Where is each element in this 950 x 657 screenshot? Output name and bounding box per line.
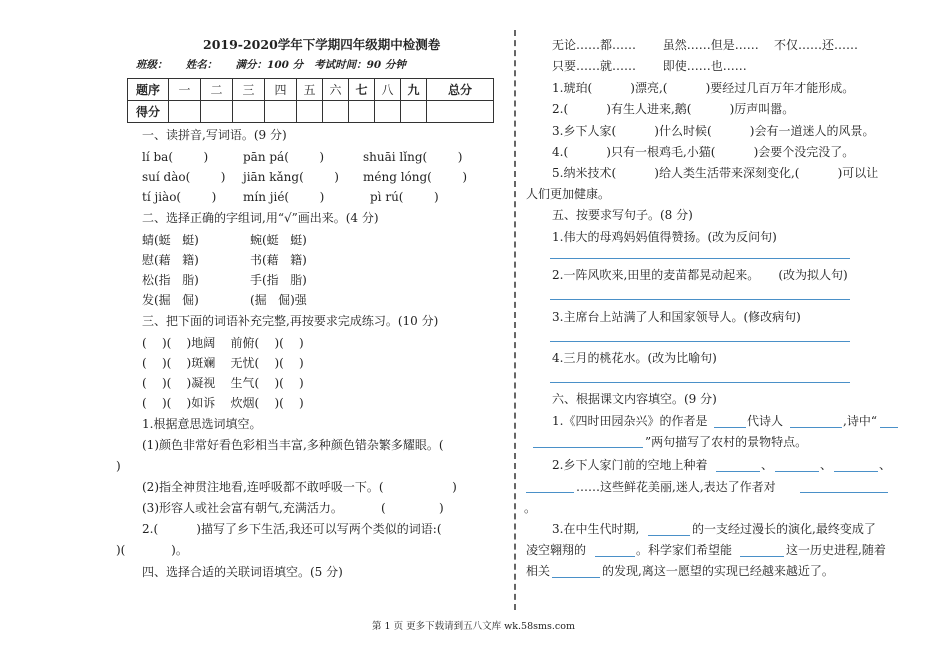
score-cell[interactable] <box>233 101 265 123</box>
answer-blank[interactable] <box>648 535 690 536</box>
answer-blank[interactable] <box>775 471 819 472</box>
table-cell: 五 <box>297 79 323 101</box>
page-title: 2019-2020学年下学期四年级期中检测卷 <box>203 37 441 52</box>
exam-meta: 班级： 姓名： 满分：100 分 考试时间：90 分钟 <box>136 59 406 71</box>
page-footer: 第 1 页 更多下载请到五八文库 wk.58sms.com <box>372 621 575 632</box>
answer-blank[interactable] <box>526 492 574 493</box>
fill-text: 、 <box>761 458 774 472</box>
answer-blank[interactable] <box>790 427 842 428</box>
conjunction-question: 3.乡下人家( )什么时候( )会有一道迷人的风景。 <box>552 124 875 138</box>
score-cell[interactable] <box>349 101 375 123</box>
conjunction-options: 无论……都…… 虽然……但是…… 不仅……还…… <box>552 38 858 52</box>
pinyin-item: suí dào( ) <box>142 170 226 184</box>
choice-item: 书(藉 籍) <box>250 253 307 267</box>
answer-line[interactable] <box>550 258 850 259</box>
answer-blank[interactable] <box>834 471 878 472</box>
question-2-end: )( )。 <box>116 543 188 557</box>
fill-text: 相关 <box>526 564 551 578</box>
idiom-row: ( )( )如诉 炊烟( )( ) <box>142 396 304 410</box>
conjunction-question-cont: 人们更加健康。 <box>526 187 611 201</box>
fill-text: ……这些鲜花美丽,迷人,表达了作者对 <box>576 480 776 494</box>
answer-blank[interactable] <box>595 556 635 557</box>
conjunction-question: 4.( )只有一根鸡毛,小猫( )会要个没完没了。 <box>552 145 855 159</box>
choice-item: 慰(藉 籍) <box>142 253 199 267</box>
section-1-title: 一、读拼音,写词语。(9 分) <box>142 128 287 142</box>
score-cell[interactable] <box>323 101 349 123</box>
answer-blank[interactable] <box>800 492 888 493</box>
rewrite-question: 1.伟大的母鸡妈妈值得赞扬。(改为反问句) <box>552 230 777 244</box>
choice-item: 蜻(蜓 蜓) <box>142 233 199 247</box>
question-2: 2.( )描写了乡下生活,我还可以写两个类似的词语:( <box>142 522 442 536</box>
table-row <box>128 101 494 123</box>
choice-item: 发(掘 倔) <box>142 293 199 307</box>
fill-text: 、 <box>879 458 892 472</box>
fill-text: ”两句描写了农村的景物特点。 <box>645 435 808 449</box>
section-2-title: 二、选择正确的字组词,用“√”画出来。(4 分) <box>142 211 379 225</box>
column-divider <box>514 30 516 610</box>
question-1a-end: ) <box>116 459 121 473</box>
section-6-title: 六、根据课文内容填空。(9 分) <box>552 392 717 406</box>
answer-blank[interactable] <box>716 471 760 472</box>
answer-line[interactable] <box>550 299 850 300</box>
score-cell[interactable] <box>265 101 297 123</box>
pinyin-item: pān pá( ) <box>243 150 325 164</box>
rewrite-question: 4.三月的桃花水。(改为比喻句) <box>552 351 717 365</box>
pinyin-item: shuāi lǐng( ) <box>363 150 463 164</box>
score-cell[interactable] <box>297 101 323 123</box>
answer-line[interactable] <box>550 382 850 383</box>
answer-blank[interactable] <box>552 577 600 578</box>
score-cell[interactable] <box>427 101 494 123</box>
score-cell[interactable] <box>375 101 401 123</box>
choice-item: (掘 倔)强 <box>250 293 307 307</box>
pinyin-item: lí ba( ) <box>142 150 209 164</box>
rewrite-question: 3.主席台上站满了人和国家领导人。(修改病句) <box>552 310 801 324</box>
answer-blank[interactable] <box>740 556 784 557</box>
section-5-title: 五、按要求写句子。(8 分) <box>552 208 693 222</box>
fill-text: 代诗人 <box>747 414 784 428</box>
fill-text: 2.乡下人家门前的空地上种着 <box>552 458 708 472</box>
table-cell: 题序 <box>128 79 169 101</box>
section-4-title: 四、选择合适的关联词语填空。(5 分) <box>142 565 343 579</box>
table-cell: 三 <box>233 79 265 101</box>
pinyin-item: méng lóng( ) <box>363 170 468 184</box>
table-cell: 得分 <box>128 101 169 123</box>
fill-text: 的发现,离这一愿望的实现已经越来越近了。 <box>602 564 834 578</box>
fill-text: 。 <box>524 501 537 515</box>
choice-item: 松(指 脂) <box>142 273 199 287</box>
pinyin-item: mín jié( ) <box>243 190 325 204</box>
choice-item: 蜿(蜓 蜓) <box>250 233 307 247</box>
answer-blank[interactable] <box>533 447 643 448</box>
score-cell[interactable] <box>169 101 201 123</box>
answer-blank[interactable] <box>880 427 898 428</box>
fill-text: 。科学家们希望能 <box>636 543 733 557</box>
fill-text: 凌空翱翔的 <box>526 543 587 557</box>
table-cell: 一 <box>169 79 201 101</box>
pinyin-item: pì rú( ) <box>370 190 439 204</box>
idiom-row: ( )( )凝视 生气( )( ) <box>142 376 304 390</box>
fill-text: 1.《四时田园杂兴》的作者是 <box>552 414 708 428</box>
idiom-row: ( )( )地阔 前俯( )( ) <box>142 336 304 350</box>
pinyin-item: jiān kǎng( ) <box>243 170 339 184</box>
score-cell[interactable] <box>201 101 233 123</box>
fill-text: 的一支经过漫长的演化,最终变成了 <box>692 522 876 536</box>
question-1: 1.根据意思选词填空。 <box>142 417 262 431</box>
answer-blank[interactable] <box>714 427 746 428</box>
idiom-row: ( )( )斑斓 无忧( )( ) <box>142 356 304 370</box>
rewrite-question: 2.一阵风吹来,田里的麦苗都晃动起来。 (改为拟人句) <box>552 268 848 282</box>
question-1c: (3)形容人或社会富有朝气,充满活力。 ( ) <box>142 501 444 515</box>
table-cell: 六 <box>323 79 349 101</box>
score-cell[interactable] <box>401 101 427 123</box>
fill-text: ,诗中“ <box>843 414 877 428</box>
table-cell: 二 <box>201 79 233 101</box>
fill-text: 这一历史进程,随着 <box>786 543 886 557</box>
fill-text: 、 <box>820 458 833 472</box>
table-cell: 九 <box>401 79 427 101</box>
question-1a: (1)颜色非常好看色彩相当丰富,多种颜色错杂繁多耀眼。( <box>142 438 444 452</box>
table-cell: 四 <box>265 79 297 101</box>
table-cell: 八 <box>375 79 401 101</box>
conjunction-question: 1.琥珀( )漂亮,( )要经过几百万年才能形成。 <box>552 81 855 95</box>
choice-item: 手(指 脂) <box>250 273 307 287</box>
fill-text: 3.在中生代时期, <box>552 522 640 536</box>
conjunction-question: 5.纳米技术( )给人类生活带来深刻变化,( )可以让 <box>552 166 879 180</box>
table-cell: 七 <box>349 79 375 101</box>
section-3-title: 三、把下面的词语补充完整,再按要求完成练习。(10 分) <box>142 314 439 328</box>
conjunction-options: 只要……就…… 即使……也…… <box>552 59 747 73</box>
conjunction-question: 2.( )有生人进来,鹅( )厉声叫嚣。 <box>552 102 795 116</box>
score-table <box>127 78 494 123</box>
question-1b: (2)指全神贯注地看,连呼吸都不敢呼吸一下。( ) <box>142 480 457 494</box>
pinyin-item: tí jiào( ) <box>142 190 217 204</box>
table-cell: 总分 <box>427 79 494 101</box>
table-row <box>128 79 494 101</box>
answer-line[interactable] <box>550 341 850 342</box>
